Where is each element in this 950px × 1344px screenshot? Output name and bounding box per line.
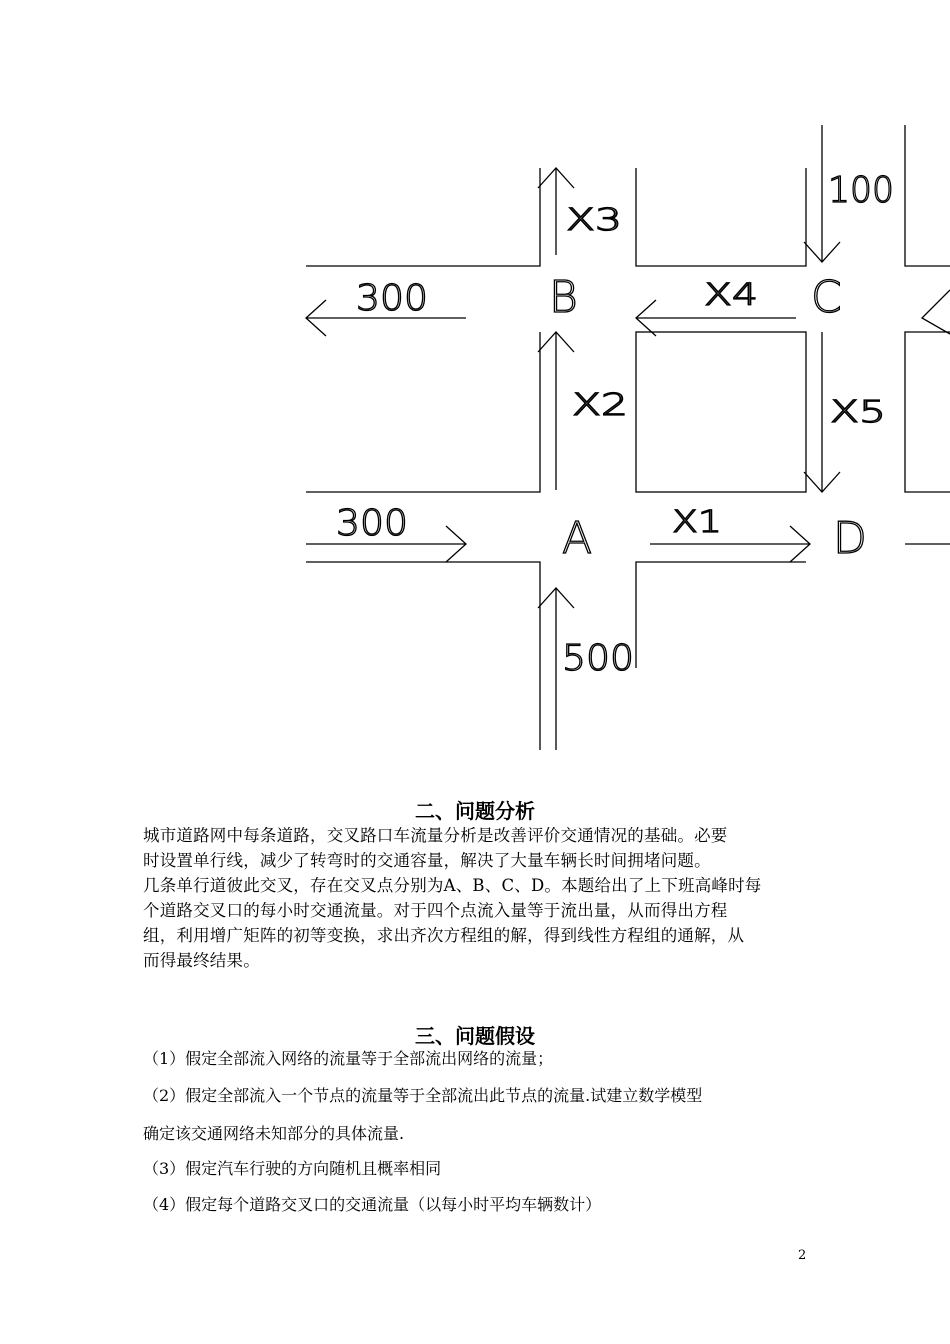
flow-label-west-out: 300	[356, 278, 428, 319]
analysis-line: 几条单行道彼此交叉，存在交叉点分别为A、B、C、D。本题给出了上下班高峰时每	[143, 876, 762, 895]
node-label-a: A	[562, 513, 593, 564]
node-label-d: D	[833, 513, 867, 564]
section-title-analysis: 二、问题分析	[415, 799, 535, 823]
assumption-item: （3）假定汽车行驶的方向随机且概率相同	[143, 1159, 442, 1178]
assumption-item: 确定该交通网络未知部分的具体流量.	[143, 1124, 405, 1143]
flow-label-x1: X1	[672, 505, 722, 540]
flow-label-south-in: 500	[562, 638, 634, 679]
assumption-item: （2）假定全部流入一个节点的流量等于全部流出此节点的流量.试建立数学模型	[143, 1086, 703, 1105]
analysis-line: 时设置单行线，减少了转弯时的交通容量，解决了大量车辆长时间拥堵问题。	[143, 851, 711, 870]
flow-label-north-in: 100	[828, 170, 894, 211]
flow-label-x4: X4	[704, 278, 758, 313]
analysis-line: 而得最终结果。	[143, 951, 260, 970]
node-label-b: B	[549, 272, 578, 323]
page-number: 2	[798, 1248, 807, 1263]
section-title-assumptions: 三、问题假设	[415, 1024, 535, 1048]
flow-label-x5: X5	[830, 395, 886, 430]
flow-label-west-in: 300	[336, 503, 408, 544]
analysis-line: 个道路交叉口的每小时交通流量。对于四个点流入量等于流出量，从而得出方程	[143, 901, 728, 920]
assumption-item: （4）假定每个道路交叉口的交通流量（以每小时平均车辆数计）	[143, 1195, 602, 1214]
analysis-line: 城市道路网中每条道路，交叉路口车流量分析是改善评价交通情况的基础。必要	[143, 826, 728, 845]
flow-label-x3: X3	[566, 203, 622, 238]
assumption-item: （1）假定全部流入网络的流量等于全部流出网络的流量；	[143, 1049, 554, 1068]
flow-labels	[336, 170, 894, 679]
analysis-line: 组，利用增广矩阵的初等变换，求出齐次方程组的解，得到线性方程组的通解，从	[143, 926, 745, 945]
node-label-c: C	[811, 272, 842, 323]
flow-label-x2: X2	[572, 388, 628, 423]
